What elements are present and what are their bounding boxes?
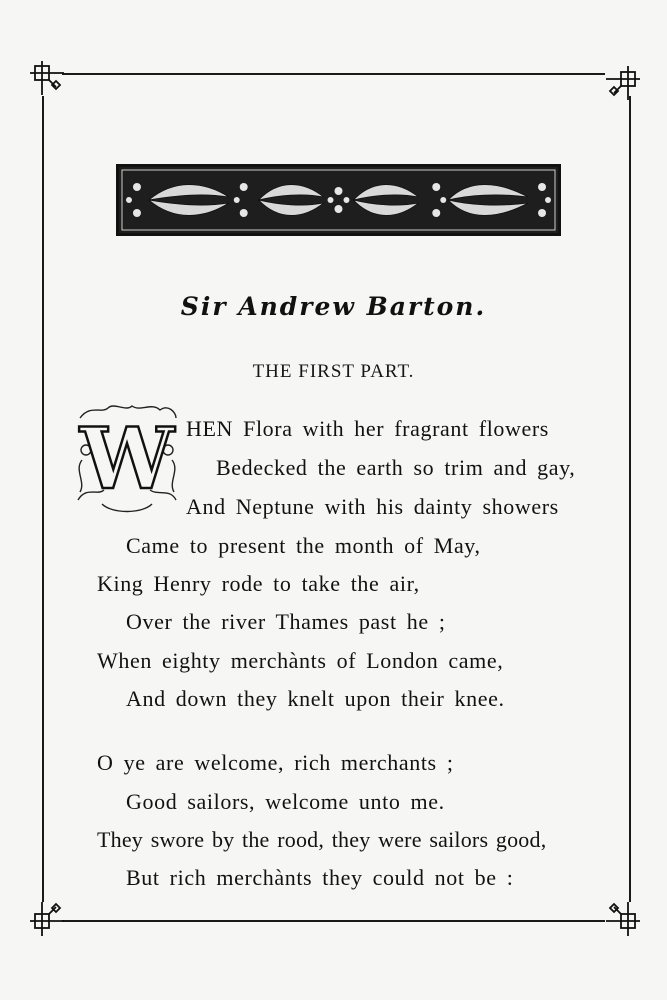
poem-line: And Neptune with his dainty showers <box>186 494 559 519</box>
corner-ornament-icon <box>30 61 64 95</box>
poem-line: Good sailors, welcome unto me. <box>126 789 445 814</box>
part-heading: THE FIRST PART. <box>252 361 415 382</box>
corner-ornament-icon <box>606 66 640 100</box>
poem-line: When eighty merchànts of London came, <box>97 648 504 673</box>
corner-ornament-icon <box>606 902 640 936</box>
poem-line: Bedecked the earth so trim and gay, <box>216 455 576 480</box>
poem-line: They swore by the rood, they were sailors good, <box>97 827 547 852</box>
frame-right-rule <box>629 96 631 902</box>
poem-line: And down they knelt upon their knee. <box>126 686 505 711</box>
poem-line: King Henry rode to take the air, <box>97 571 420 596</box>
header-banner-ornament <box>116 164 561 236</box>
poem-line: O ye are welcome, rich merchants ; <box>97 750 454 775</box>
corner-ornament-icon <box>30 902 64 936</box>
poem-line: But rich merchànts they could not be : <box>126 865 514 890</box>
poem-line: Over the river Thames past he ; <box>126 609 446 634</box>
drop-cap-letter: W <box>79 409 175 508</box>
frame-bottom-rule <box>62 920 605 922</box>
frame-top-rule <box>62 73 605 75</box>
ornamental-drop-cap <box>72 400 182 518</box>
frame-left-rule <box>42 96 44 902</box>
poem-title: Sir Andrew Barton. <box>180 292 487 321</box>
poem-line: HEN Flora with her fragrant flowers <box>186 416 549 441</box>
poem-line: Came to present the month of May, <box>126 533 481 558</box>
